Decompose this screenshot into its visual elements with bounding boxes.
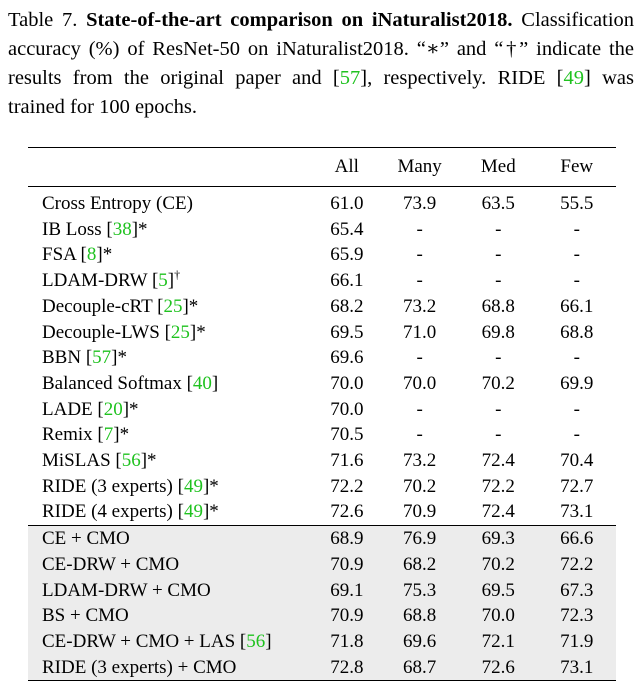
table-row xyxy=(28,499,616,525)
citation-link[interactable]: 49 xyxy=(183,501,203,523)
method-cell: LADE [20]* xyxy=(42,398,139,420)
value-many: 75.3 xyxy=(403,579,437,601)
table-row xyxy=(28,320,616,346)
citation-link[interactable]: 5 xyxy=(158,270,168,292)
value-all: 68.2 xyxy=(330,295,364,317)
value-many: 71.0 xyxy=(403,321,437,343)
value-all: 69.5 xyxy=(330,321,364,343)
value-few-best: 73.1 xyxy=(538,655,616,681)
caption-text-3: ] was trained for 100 epochs. xyxy=(8,67,634,118)
value-many: - xyxy=(416,398,423,420)
value-all: 70.0 xyxy=(330,372,364,394)
citation-link[interactable]: 56 xyxy=(246,630,266,652)
cmo-rows xyxy=(28,526,616,681)
caption-text-2: ], respectively. RIDE [ xyxy=(360,67,564,89)
value-few: - xyxy=(573,218,580,240)
value-few: 67.3 xyxy=(560,579,594,601)
value-med: 68.8 xyxy=(481,295,515,317)
table-row xyxy=(28,603,616,629)
value-all: 70.5 xyxy=(330,424,364,446)
value-many: 73.2 xyxy=(403,450,437,472)
method-cell: Balanced Softmax [40] xyxy=(42,372,219,394)
value-few: - xyxy=(573,398,580,420)
value-med: 72.1 xyxy=(481,630,515,652)
table-row xyxy=(28,371,616,397)
value-med: 70.2 xyxy=(481,553,515,575)
citation-link[interactable]: 25 xyxy=(163,295,183,317)
table-row xyxy=(28,655,616,681)
value-all: 72.2 xyxy=(330,475,364,497)
table-row xyxy=(28,629,616,655)
header-few: Few xyxy=(560,156,594,177)
value-few: 71.9 xyxy=(560,630,594,652)
value-med: - xyxy=(495,218,502,240)
method-cell: CE-DRW + CMO xyxy=(42,553,180,575)
method-cell: RIDE (3 experts) + CMO xyxy=(28,655,313,681)
method-cell: Decouple-cRT [25]* xyxy=(42,295,199,317)
method-cell: BBN [57]* xyxy=(42,347,127,369)
value-many: - xyxy=(416,218,423,240)
method-cell: MiSLAS [56]* xyxy=(42,450,157,472)
value-few: 55.5 xyxy=(560,193,594,214)
value-many: - xyxy=(416,424,423,446)
value-many: 70.9 xyxy=(403,501,437,523)
value-many: 68.8 xyxy=(403,605,437,627)
citation-link[interactable]: 49 xyxy=(563,67,584,89)
value-all: 70.0 xyxy=(330,398,364,420)
value-med: - xyxy=(495,244,502,266)
value-many: 70.2 xyxy=(403,475,437,497)
citation-link[interactable]: 38 xyxy=(112,218,132,240)
table-row xyxy=(28,552,616,578)
value-all: 70.9 xyxy=(330,605,364,627)
value-med: - xyxy=(495,270,502,292)
value-many: - xyxy=(416,347,423,369)
table-row xyxy=(28,578,616,604)
caption-label: Table 7. xyxy=(8,9,78,31)
method-cell: Decouple-LWS [25]* xyxy=(42,321,206,343)
baseline-rows xyxy=(28,187,616,526)
value-many: 69.6 xyxy=(403,630,437,652)
method-cell: IB Loss [38]* xyxy=(42,218,148,240)
value-med: - xyxy=(495,398,502,420)
table-row xyxy=(28,217,616,243)
table-row xyxy=(28,345,616,371)
value-med: 69.3 xyxy=(459,526,537,552)
value-many: 73.9 xyxy=(403,193,437,214)
value-all: 65.4 xyxy=(330,218,364,240)
table-row xyxy=(28,242,616,268)
value-all: 65.9 xyxy=(330,244,364,266)
citation-link[interactable]: 57 xyxy=(339,67,361,89)
value-all: 71.8 xyxy=(330,630,364,652)
citation-link[interactable]: 56 xyxy=(121,450,141,472)
value-few: - xyxy=(573,270,580,292)
value-med: 72.4 xyxy=(481,450,515,472)
value-med: - xyxy=(495,347,502,369)
table-row xyxy=(28,448,616,474)
header-row xyxy=(28,148,616,187)
value-med: 72.4 xyxy=(481,501,515,523)
value-few: 69.9 xyxy=(560,372,594,394)
table-row xyxy=(28,526,616,552)
header-method xyxy=(28,148,313,187)
method-cell: CE-DRW + CMO + LAS [56] xyxy=(42,630,272,652)
header-all: All xyxy=(334,156,359,177)
value-few: 66.1 xyxy=(560,295,594,317)
table-row xyxy=(28,474,616,500)
citation-link[interactable]: 20 xyxy=(103,398,123,420)
method-cell: CE + CMO xyxy=(28,526,313,552)
value-med: 72.2 xyxy=(481,475,515,497)
method-cell: BS + CMO xyxy=(42,605,129,627)
value-med: 69.5 xyxy=(481,579,515,601)
value-all: 68.9 xyxy=(313,526,380,552)
caption-title: State-of-the-art comparison on iNaturalist2018. xyxy=(86,9,513,31)
value-all-best: 72.8 xyxy=(313,655,380,681)
value-many: 68.7 xyxy=(380,655,459,681)
citation-link[interactable]: 40 xyxy=(192,372,212,394)
method-cell: Cross Entropy (CE) xyxy=(42,193,193,214)
value-few: 72.7 xyxy=(560,475,594,497)
value-many: 70.0 xyxy=(403,372,437,394)
value-many: - xyxy=(416,244,423,266)
value-few: - xyxy=(573,244,580,266)
value-few: - xyxy=(573,424,580,446)
value-all: 66.1 xyxy=(330,270,364,292)
table-row xyxy=(28,397,616,423)
value-few-best: 73.1 xyxy=(560,501,594,523)
value-many: 73.2 xyxy=(403,295,437,317)
citation-link[interactable]: 57 xyxy=(92,347,112,369)
table-row xyxy=(28,294,616,320)
caption-text-1: Classification accuracy (%) of ResNet-50 on iNaturalist2018. “∗” and “†” indicate the results from the original paper and [ xyxy=(8,9,635,89)
value-all: 61.0 xyxy=(330,193,364,214)
table-caption xyxy=(8,6,634,122)
header-many: Many xyxy=(397,156,442,177)
value-med: 70.2 xyxy=(481,372,515,394)
value-few: 70.4 xyxy=(560,450,594,472)
header-med: Med xyxy=(480,156,516,177)
citation-link[interactable]: 49 xyxy=(183,475,203,497)
value-med: - xyxy=(495,424,502,446)
method-cell: RIDE (3 experts) [49]* xyxy=(42,475,219,497)
value-all: 70.9 xyxy=(330,553,364,575)
value-few: 68.8 xyxy=(560,321,594,343)
value-many: 68.2 xyxy=(403,553,437,575)
value-med-best: 72.6 xyxy=(459,655,537,681)
citation-link[interactable]: 25 xyxy=(170,321,190,343)
value-few: 66.6 xyxy=(538,526,616,552)
method-cell: RIDE (4 experts) [49]* xyxy=(42,501,219,523)
value-all: 71.6 xyxy=(330,450,364,472)
table-row xyxy=(28,187,616,217)
value-many-best: 76.9 xyxy=(380,526,459,552)
table-row xyxy=(28,268,616,294)
value-all: 69.6 xyxy=(330,347,364,369)
value-med: 70.0 xyxy=(481,605,515,627)
value-med: 63.5 xyxy=(481,193,515,214)
table-row xyxy=(28,422,616,448)
value-few: - xyxy=(573,347,580,369)
value-few: 72.2 xyxy=(560,553,594,575)
method-cell: Remix [7]* xyxy=(42,424,130,446)
citation-link[interactable]: 8 xyxy=(86,244,97,266)
method-cell: FSA [8]* xyxy=(42,244,113,266)
value-med: 69.8 xyxy=(481,321,515,343)
results-table xyxy=(28,147,616,681)
method-cell: LDAM-DRW + CMO xyxy=(42,579,211,601)
citation-link[interactable]: 7 xyxy=(103,424,114,446)
value-all: 69.1 xyxy=(330,579,364,601)
method-cell: LDAM-DRW [5]† xyxy=(42,267,181,292)
value-few: 72.3 xyxy=(560,605,594,627)
value-many: - xyxy=(416,270,423,292)
value-all: 72.6 xyxy=(330,501,364,523)
